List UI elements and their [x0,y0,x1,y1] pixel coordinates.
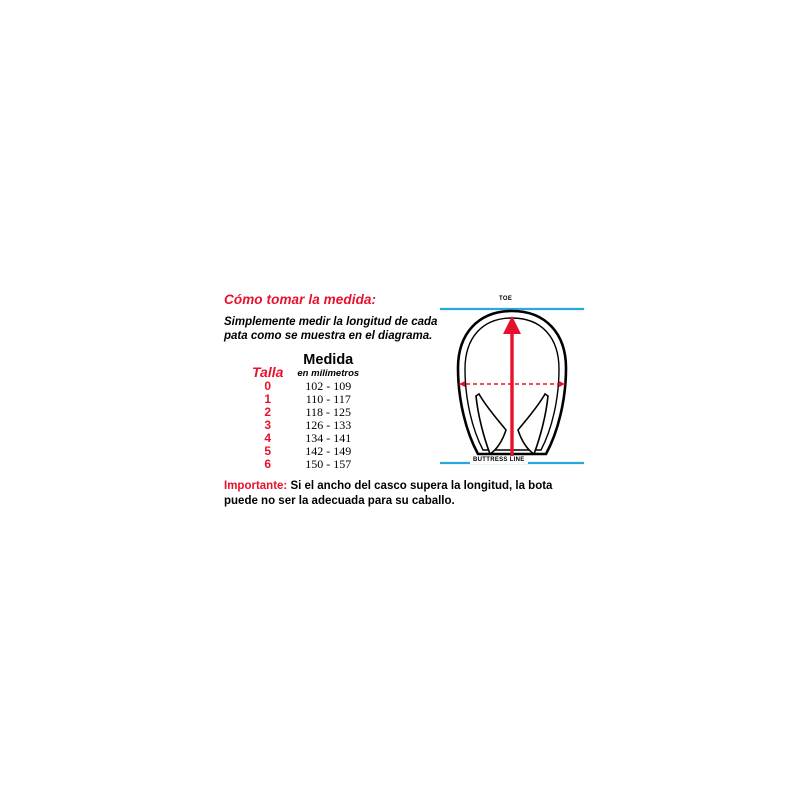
cell-range: 126 - 133 [305,418,352,432]
cell-size: 1 [264,392,272,406]
cell-range: 134 - 141 [305,431,352,445]
size-table [252,353,359,471]
column-header-size: Talla [252,364,284,380]
toe-label: TOE [499,296,513,302]
important-note [224,479,586,509]
cell-range: 102 - 109 [305,379,352,393]
column-header-measure-unit: en milimetros [297,368,360,379]
cell-size: 5 [264,444,272,458]
cell-range: 118 - 125 [305,405,352,419]
column-header-measure [297,353,359,380]
cell-size: 3 [264,418,272,432]
cell-size: 6 [264,457,272,471]
table-header-row [252,353,359,380]
cell-size: 0 [264,379,272,393]
cell-range: 150 - 157 [305,457,352,471]
important-note-text: Si el ancho del casco supera la longitud, la bota puede no ser la adecuada para su caballo. [224,480,553,507]
cell-range: 110 - 117 [305,392,351,406]
table-row [252,458,359,471]
buttress-line-label: BUTTRESS LINE [470,456,528,464]
howto-title: Cómo tomar la medida: [224,292,377,307]
cell-range: 142 - 149 [305,444,352,458]
cell-size: 2 [264,405,272,419]
column-header-measure-title: Medida [303,352,354,368]
hoof-diagram [432,296,592,476]
important-note-lead: Importante: [224,480,288,492]
cell-size: 4 [264,431,272,445]
howto-subtitle: Simplemente medir la longitud de cada pata como se muestra en el diagrama. [224,316,438,342]
